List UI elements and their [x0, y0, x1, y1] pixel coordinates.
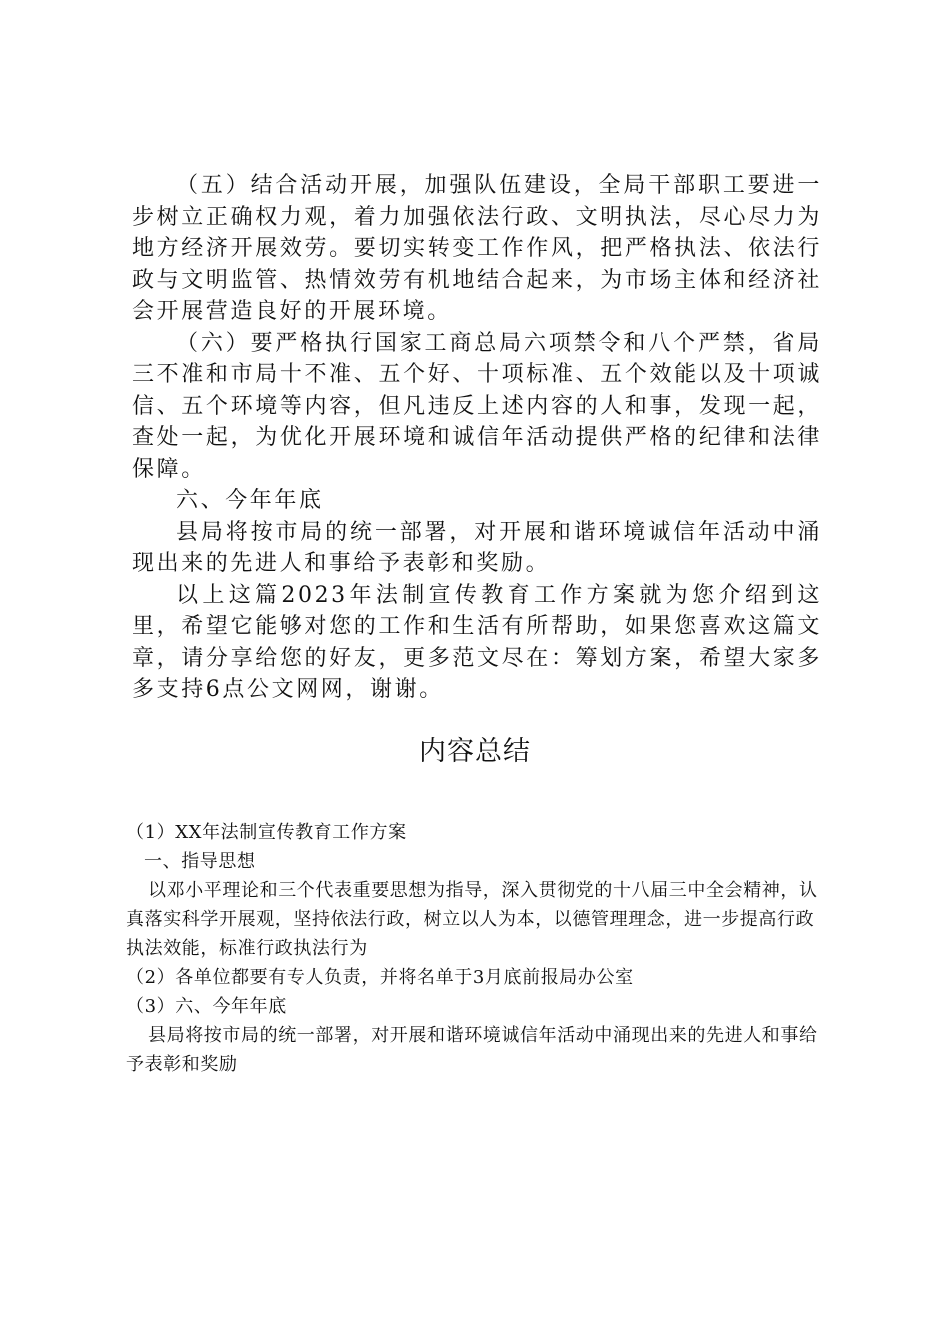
section-heading-year-end: 六、今年年底	[176, 488, 324, 513]
summary-item-1-subheading: 一、指导思想	[144, 851, 256, 872]
paragraph-closing: 以上这篇2023年法制宣传教育工作方案就为您介绍到这里，希望它能够对您的工作和生活有所帮助，如果您喜欢这篇文章，请分享给您的好友，更多范文尽在：筹划方案，希望大家多多支持6点公文网网，谢谢。	[132, 582, 822, 702]
paragraph-five: （五）结合活动开展，加强队伍建设，全局干部职工要进一步树立正确权力观，着力加强依法行政、文明执法，尽心尽力为地方经济开展效劳。要切实转变工作作风，把严格执法、依法行政与文明监管、热情效劳有机地结合起来，为市场主体和经济社会开展营造良好的开展环境。	[132, 173, 822, 324]
summary-section	[126, 818, 826, 1079]
summary-item-3-text: 县局将按市局的统一部署，对开展和谐环境诚信年活动中涌现出来的先进人和事给予表彰和奖励	[126, 1025, 818, 1075]
summary-item-3-heading: （3）六、今年年底	[126, 996, 287, 1017]
document-body	[132, 170, 822, 706]
paragraph-six: （六）要严格执行国家工商总局六项禁令和八个严禁，省局三不准和市局十不准、五个好、十项标准、五个效能以及十项诚信、五个环境等内容，但凡违反上述内容的人和事，发现一起，查处一起，为优化开展环境和诚信年活动提供严格的纪律和法律保障。	[132, 330, 822, 482]
paragraph-commendation: 县局将按市局的统一部署，对开展和谐环境诚信年活动中涌现出来的先进人和事给予表彰和奖励。	[132, 519, 822, 576]
summary-item-1-heading: （1）XX年法制宣传教育工作方案	[126, 822, 407, 843]
summary-item-2: （2）各单位都要有专人负责，并将名单于3月底前报局办公室	[126, 967, 634, 988]
summary-title: 内容总结	[419, 736, 531, 767]
summary-item-1-text: 以邓小平理论和三个代表重要思想为指导，深入贯彻党的十八届三中全会精神，认真落实科学开展观，坚持依法行政，树立以人为本，以德管理理念，进一步提高行政执法效能，标准行政执法行为	[126, 880, 818, 959]
